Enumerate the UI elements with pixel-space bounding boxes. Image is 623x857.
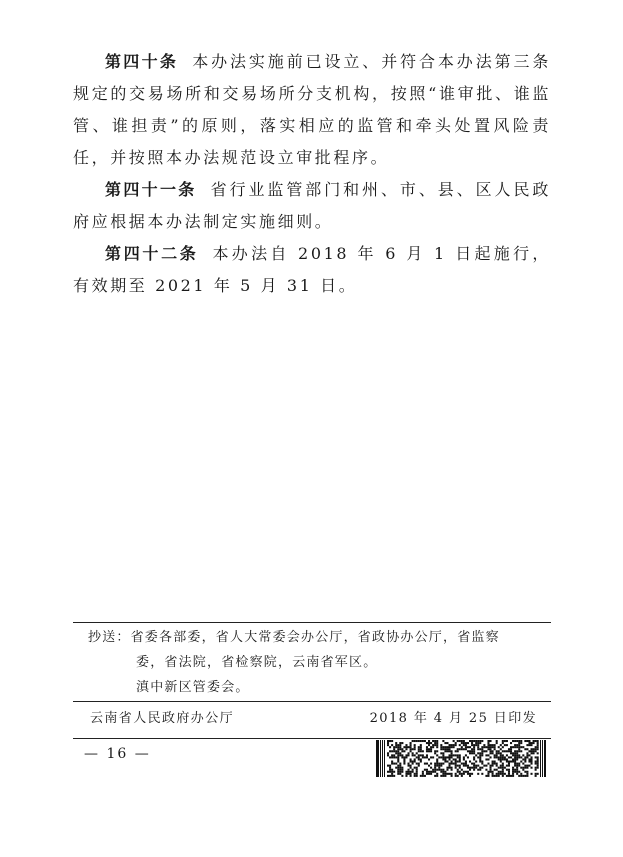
footer-bottom-rule — [73, 738, 551, 739]
cc-recipients-3: 滇中新区管委会。 — [136, 680, 250, 695]
cc-distribution-list — [88, 625, 538, 700]
cc-line-1 — [88, 625, 538, 650]
cc-recipients-2: 委，省法院，省检察院，云南省军区。 — [136, 655, 378, 670]
footer-middle-rule — [73, 701, 551, 702]
footer-top-rule — [73, 622, 551, 623]
article-heading: 第四十一条 — [105, 180, 197, 199]
article-42 — [73, 238, 551, 302]
article-text: 本办法自 2018 年 6 月 1 日起施行，有效期至 2021 年 5 月 31 日。 — [73, 244, 551, 295]
article-text: 省行业监管部门和州、市、县、区人民政府应根据本办法制定实施细则。 — [73, 180, 551, 231]
article-heading: 第四十二条 — [105, 244, 199, 263]
barcode-image — [376, 740, 546, 777]
page-number: — 16 — — [84, 746, 151, 762]
article-41 — [73, 174, 551, 238]
article-40 — [73, 46, 551, 174]
cc-recipients-1: 省委各部委，省人大常委会办公厅，省政协办公厅，省监察 — [130, 630, 500, 645]
article-heading: 第四十条 — [105, 52, 179, 71]
issuing-office: 云南省人民政府办公厅 — [90, 711, 235, 726]
article-text: 本办法实施前已设立、并符合本办法第三条规定的交易场所和交易场所分支机构，按照“谁审批、谁监管、谁担责”的原则，落实相应的监管和牵头处置风险责任，并按照本办法规范设立审批程序。 — [73, 52, 551, 167]
cc-label: 抄送： — [88, 630, 131, 645]
issue-date: 2018 年 4 月 25 日印发 — [369, 711, 537, 726]
